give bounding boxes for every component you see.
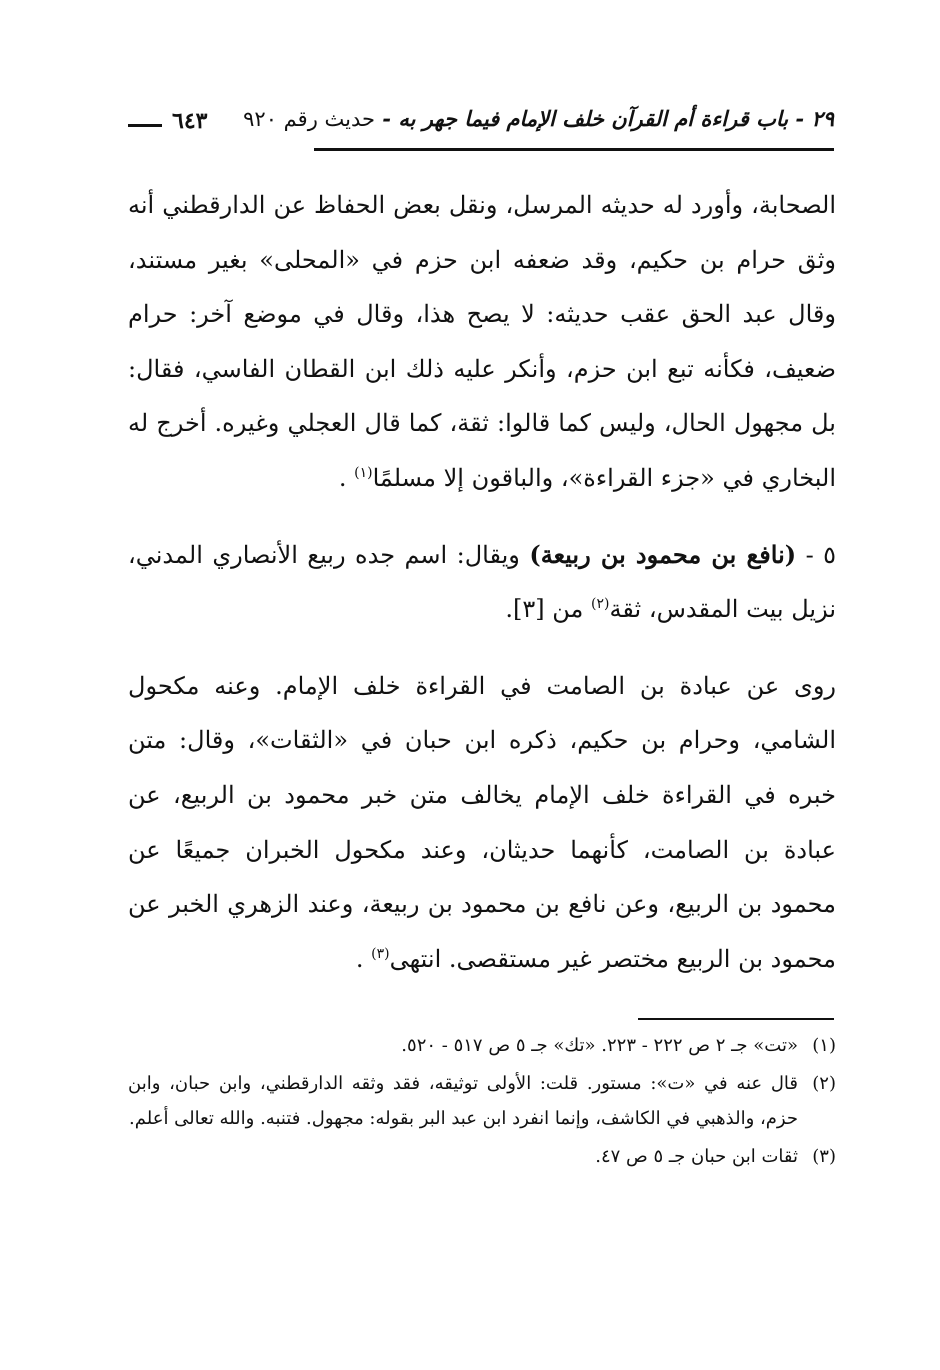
running-header	[128, 104, 834, 148]
footnotes	[128, 1028, 836, 1177]
paragraph-1	[128, 178, 836, 506]
entry-number: ٥ -	[796, 540, 836, 569]
paragraph-1-text: الصحابة، وأورد له حديثه المرسل، ونقل بعض الحفاظ عن الدارقطني أنه وثق حرام بن حكيم، وقد ضعفه ابن حزم في «المحلى» بغير مستند، وقال عبد الحق عقب حديثه: لا يصح هذا، وقال في موضع آخر: حرام ضعيف، فكأنه تبع ابن حزم، وأنكر عليه ذلك ابن القطان الفاسي، فقال: بل مجهول الحال، وليس كما قالوا: ثقة، كما قال العجلي وغيره. أخرج له البخاري في «جزء القراءة»، والباقون إلا مسلمًا	[128, 191, 836, 492]
footnote-ref-3[interactable]: (٣)	[371, 945, 390, 962]
footnote-2	[128, 1066, 836, 1136]
footnote-rule	[638, 1018, 834, 1020]
narrator-name: (نافع بن محمود بن ربيعة)	[529, 539, 797, 569]
hadith-reference: حديث رقم ٩٢٠	[243, 107, 375, 131]
chapter-title	[243, 106, 834, 131]
chapter-title-text: ٢٩ - باب قراءة أم القرآن خلف الإمام فيما جهر به -	[382, 106, 834, 131]
footnote-3	[128, 1139, 836, 1174]
paragraph-2-text-a: ويقال: اسم جده ربيع الأنصاري المدني، نزيل بيت المقدس، ثقة	[128, 540, 836, 624]
footnote-2-number: (٢)	[812, 1073, 836, 1094]
footnote-ref-2[interactable]: (٢)	[591, 596, 610, 613]
footnote-1-number: (١)	[812, 1035, 836, 1056]
page-number: ٦٤٣	[172, 108, 208, 134]
header-rule	[314, 148, 834, 151]
footnote-2-text: قال عنه في «ت»: مستور. قلت: الأولى توثيقه، فقد وثقه الدارقطني، وابن حبان، وابن حزم، والذهبي في الكاشف، وإنما انفرد ابن عبد البر بقوله: مجهول. فتنبه. والله تعالى أعلم.	[128, 1073, 798, 1129]
paragraph-3	[128, 659, 836, 987]
paragraph-3-text: روى عن عبادة بن الصامت في القراءة خلف الإمام. وعنه مكحول الشامي، وحرام بن حكيم، ذكره ابن حبان في «الثقات»، وقال: متن خبره في القراءة خلف الإمام يخالف متن خبر محمود بن الربيع، عن عبادة بن الصامت، كأنهما حديثان، وعند مكحول الخبران جميعًا عن محمود بن الربيع، وعن نافع بن محمود بن ربيعة، وعند الزهري الخبر عن محمود بن الربيع مختصر غير مستقصى. انتهى	[128, 671, 836, 973]
paragraph-3-end: .	[355, 944, 372, 973]
footnote-ref-1[interactable]: (١)	[354, 464, 373, 481]
footnote-3-text: ثقات ابن حبان جـ ٥ ص ٤٧.	[595, 1146, 798, 1167]
paragraph-2-text-b: من [٣].	[505, 595, 592, 624]
footnote-1-text: «تت» جـ ٢ ص ٢٢٢ - ٢٢٣. «تك» جـ ٥ ص ٥١٧ - ٥٢٠.	[401, 1035, 798, 1056]
footnote-3-number: (٣)	[812, 1146, 836, 1167]
paragraph-1-end: .	[338, 463, 355, 492]
main-text	[128, 178, 836, 1008]
footnote-1	[128, 1028, 836, 1063]
page-number-dash	[128, 124, 162, 127]
paragraph-2	[128, 528, 836, 637]
